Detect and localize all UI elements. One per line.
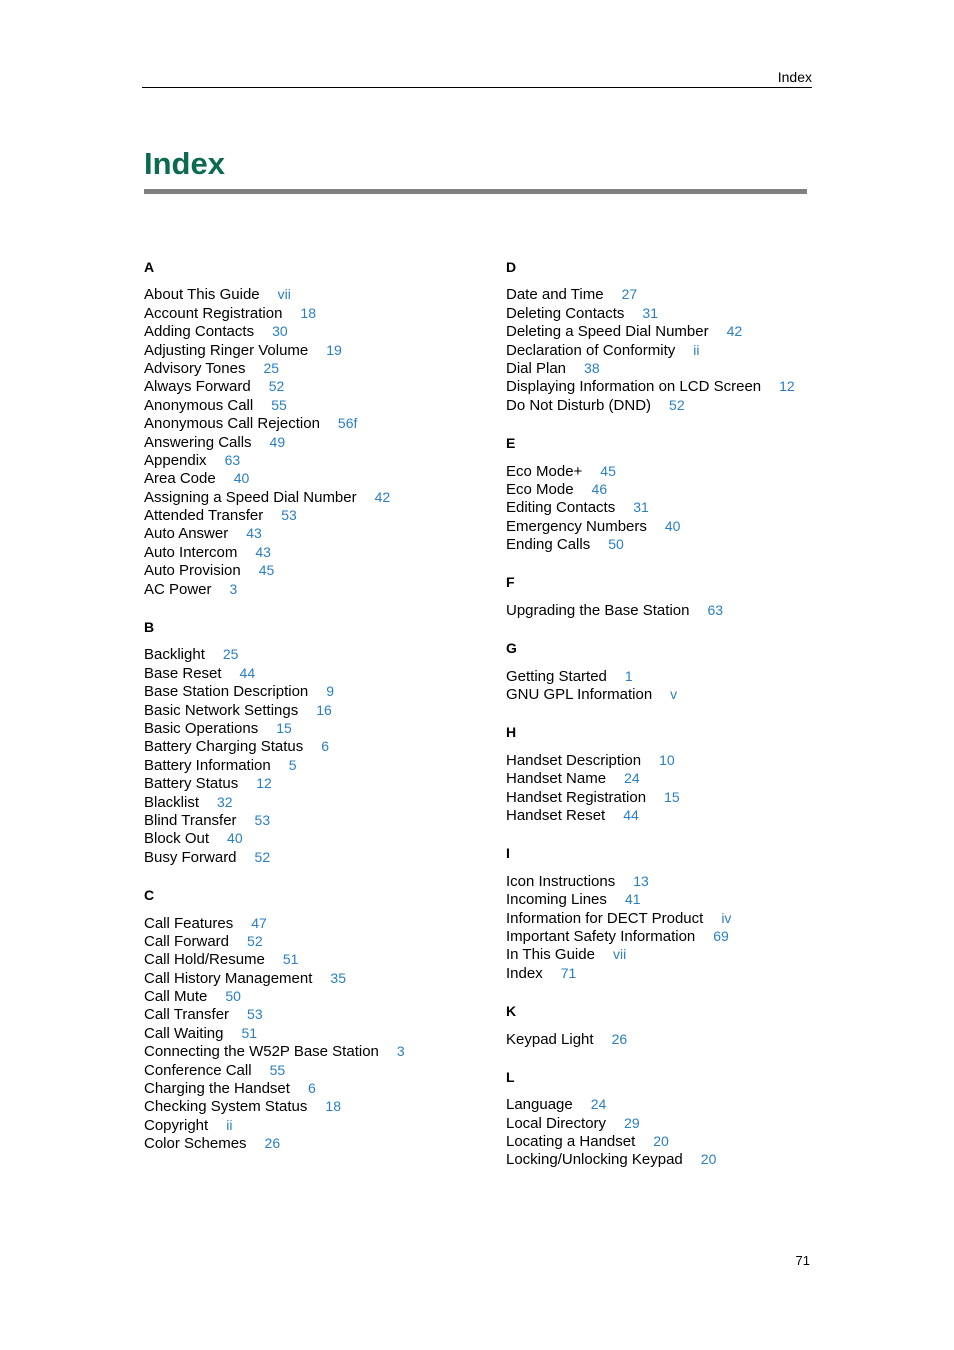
index-entry-page-link[interactable]: 31 [642, 304, 658, 321]
index-entry-term: Backlight [144, 646, 205, 664]
index-entry-term: Battery Information [144, 756, 271, 774]
index-entry-term: Declaration of Conformity [506, 341, 676, 359]
index-entry-page-link[interactable]: 55 [271, 396, 287, 413]
index-entry-page-link[interactable]: 30 [272, 323, 288, 340]
index-entry-page-link[interactable]: 53 [247, 1006, 263, 1023]
index-entry-page-link[interactable]: 40 [664, 517, 681, 534]
index-letter-heading: H [506, 724, 517, 741]
index-entry [506, 1132, 836, 1150]
index-entry-term: Copyright [144, 1116, 209, 1134]
index-entry-page-link[interactable]: 51 [241, 1024, 258, 1041]
index-entry-term: Keypad Light [506, 1030, 594, 1048]
index-entry-page-link[interactable]: 52 [268, 378, 285, 395]
index-entry-term: Call Forward [144, 932, 230, 950]
index-entry-term: Blacklist [144, 793, 200, 811]
index-entry-term: Language [506, 1096, 573, 1114]
index-entry-term: Auto Provision [144, 562, 241, 580]
index-entry [506, 806, 836, 824]
index-entry-term: Important Safety Information [506, 927, 696, 945]
index-entry-page-link[interactable]: 3 [396, 1043, 405, 1060]
page-title: Index [144, 146, 225, 181]
index-entry-page-link[interactable]: 6 [307, 1080, 316, 1097]
running-header-title: Index [777, 69, 812, 85]
index-entry-page-link[interactable]: 41 [624, 891, 641, 908]
index-section-i [506, 844, 836, 982]
index-entry-page-link[interactable]: 24 [590, 1096, 607, 1113]
index-entry-page-link[interactable]: 50 [608, 536, 624, 553]
index-entry [144, 469, 474, 487]
index-entry-page-link[interactable]: 3 [229, 580, 238, 597]
index-entry [506, 480, 836, 498]
index-entry-term: Attended Transfer [144, 507, 264, 525]
index-entry [144, 829, 474, 847]
index-entry-page-link[interactable]: 63 [224, 451, 241, 468]
index-entry [506, 1030, 836, 1048]
index-entry-page-link[interactable]: 40 [233, 470, 250, 487]
index-entry-page-link[interactable]: 20 [653, 1133, 669, 1150]
index-entry [144, 793, 474, 811]
index-entry [144, 488, 474, 506]
index-entry-page-link[interactable]: 40 [227, 830, 243, 847]
index-entry [144, 756, 474, 774]
index-entry-term: In This Guide [506, 946, 595, 964]
index-letter-heading: B [144, 619, 155, 636]
index-entry-page-link[interactable]: 29 [624, 1114, 640, 1131]
index-entry [144, 664, 474, 682]
index-entry-term: Locking/Unlocking Keypad [506, 1151, 683, 1169]
index-entry [506, 462, 836, 480]
index-entry-page-link[interactable]: 43 [255, 543, 271, 560]
index-entry-term: Information for DECT Product [506, 909, 704, 927]
index-entry-page-link[interactable]: 47 [251, 914, 267, 931]
index-entry [506, 304, 836, 322]
index-entry [144, 377, 474, 395]
index-entry [144, 561, 474, 579]
index-entry-term: Connecting the W52P Base Station [144, 1043, 379, 1061]
index-entry-page-link[interactable]: 63 [707, 601, 724, 618]
index-entry [506, 1150, 836, 1168]
index-entry-page-link[interactable]: 38 [584, 359, 600, 376]
index-entry-page-link[interactable]: 25 [222, 646, 239, 663]
index-entry-page-link[interactable]: 44 [623, 806, 639, 823]
index-entry-term: Do Not Disturb (DND) [506, 396, 652, 414]
index-entry [144, 701, 474, 719]
index-entry-term: About This Guide [144, 286, 260, 304]
index-entry-page-link[interactable]: 35 [330, 969, 346, 986]
index-entry-term: Base Reset [144, 664, 222, 682]
index-entry-term: GNU GPL Information [506, 686, 653, 704]
index-entry-term: Charging the Handset [144, 1080, 290, 1098]
index-letter-heading: C [144, 887, 155, 904]
index-letter-heading: D [506, 259, 517, 275]
index-entry [144, 950, 474, 968]
index-entry [144, 969, 474, 987]
index-entry [144, 811, 474, 829]
index-entry-term: Icon Instructions [506, 872, 616, 890]
index-entry-page-link[interactable]: 15 [276, 719, 292, 736]
index-entry [144, 1097, 474, 1115]
index-section-d [506, 258, 836, 414]
index-entry [506, 322, 836, 340]
index-entry [144, 1134, 474, 1152]
index-entry [144, 682, 474, 700]
index-entry [144, 359, 474, 377]
index-entry [144, 645, 474, 663]
index-entry-term: Call Features [144, 914, 234, 932]
index-entry-term: Deleting a Speed Dial Number [506, 323, 709, 341]
index-entry-page-link[interactable]: 15 [664, 788, 680, 805]
index-entry [144, 506, 474, 524]
index-entry-term: Call Transfer [144, 1006, 230, 1024]
index-entry [506, 601, 836, 619]
index-entry [144, 1024, 474, 1042]
index-entry-page-link[interactable]: vii [612, 946, 627, 963]
index-entry-page-link[interactable]: 18 [300, 304, 316, 321]
index-entry-page-link[interactable]: 49 [269, 433, 286, 450]
index-entry-page-link[interactable]: 20 [700, 1151, 717, 1168]
index-entry [144, 580, 474, 598]
index-entry-page-link[interactable]: ii [693, 341, 700, 358]
index-entry [144, 737, 474, 755]
index-entry-page-link[interactable]: 24 [624, 770, 640, 787]
index-entry [144, 322, 474, 340]
index-entry-term: Call Mute [144, 988, 208, 1006]
index-entry-term: AC Power [144, 580, 212, 598]
index-letter-heading: I [506, 845, 510, 862]
index-entry-page-link[interactable]: 27 [621, 286, 638, 303]
index-entry-term: Eco Mode [506, 480, 574, 498]
index-entry-page-link[interactable]: 69 [713, 927, 729, 944]
index-entry [506, 341, 836, 359]
index-entry-term: Call History Management [144, 969, 313, 987]
index-letter-heading: A [144, 259, 155, 275]
index-entry-term: Getting Started [506, 667, 607, 685]
index-entry-page-link[interactable]: 52 [247, 932, 263, 949]
index-entry [144, 396, 474, 414]
index-entry-term: Conference Call [144, 1061, 252, 1079]
page-number: 71 [795, 1253, 810, 1268]
index-section-g [506, 639, 836, 703]
index-entry-page-link[interactable]: 12 [779, 378, 795, 395]
index-letter-heading: F [506, 574, 515, 591]
index-entry-page-link[interactable]: 46 [591, 480, 608, 497]
index-entry-term: Upgrading the Base Station [506, 601, 690, 619]
index-entry-term: Anonymous Call [144, 396, 254, 414]
index-entry [506, 872, 836, 890]
index-column-left [144, 258, 474, 1173]
index-section-h [506, 723, 836, 824]
index-entry-page-link[interactable]: 56f [337, 415, 358, 432]
index-entry-term: Ending Calls [506, 536, 591, 554]
index-entry [144, 524, 474, 542]
index-entry-term: Blind Transfer [144, 811, 237, 829]
index-entry-page-link[interactable]: 26 [264, 1135, 281, 1152]
index-entry-page-link[interactable]: 50 [225, 988, 241, 1005]
index-entry-term: Call Hold/Resume [144, 951, 265, 969]
index-entry-page-link[interactable]: 53 [281, 507, 297, 524]
index-entry-term: Busy Forward [144, 848, 237, 866]
index-entry-term: Assigning a Speed Dial Number [144, 488, 357, 506]
index-entry-term: Appendix [144, 451, 207, 469]
title-rule [144, 189, 807, 194]
index-section-e [506, 434, 836, 553]
index-entry-term: Auto Intercom [144, 543, 238, 561]
index-entry-page-link[interactable]: 13 [633, 872, 649, 889]
index-entry-term: Handset Description [506, 751, 642, 769]
index-entry-term: Base Station Description [144, 683, 309, 701]
index-entry-page-link[interactable]: v [670, 686, 678, 703]
index-entry [144, 543, 474, 561]
index-entry-page-link[interactable]: 32 [217, 793, 233, 810]
index-entry [144, 1042, 474, 1060]
index-entry-page-link[interactable]: 51 [282, 951, 299, 968]
index-entry-page-link[interactable]: 31 [633, 499, 649, 516]
index-entry [506, 751, 836, 769]
index-entry-term: Battery Status [144, 775, 239, 793]
index-entry [144, 285, 474, 303]
index-entry [506, 359, 836, 377]
index-entry-page-link[interactable]: 16 [316, 701, 332, 718]
index-section-l [506, 1068, 836, 1169]
index-entry [144, 414, 474, 432]
index-entry [144, 1079, 474, 1097]
index-entry-term: Eco Mode+ [506, 462, 583, 480]
index-entry [144, 341, 474, 359]
index-entry [144, 433, 474, 451]
index-entry [144, 987, 474, 1005]
index-letter-heading: E [506, 435, 516, 452]
index-entry [506, 535, 836, 553]
index-entry-page-link[interactable]: 52 [254, 848, 271, 865]
index-entry-page-link[interactable]: 5 [288, 756, 297, 773]
index-entry-term: Anonymous Call Rejection [144, 415, 320, 433]
index-section-c [144, 886, 474, 1152]
index-section-b [144, 618, 474, 866]
index-entry-term: Call Waiting [144, 1024, 224, 1042]
index-entry-term: Block Out [144, 830, 210, 848]
index-entry [144, 1061, 474, 1079]
index-entry [506, 517, 836, 535]
index-entry [144, 451, 474, 469]
index-section-k [506, 1002, 836, 1048]
index-entry [506, 964, 836, 982]
index-entry [506, 498, 836, 516]
index-entry-term: Incoming Lines [506, 891, 607, 909]
index-entry [506, 1114, 836, 1132]
index-entry-term: Battery Charging Status [144, 738, 304, 756]
running-header [142, 68, 812, 88]
index-entry-term: Date and Time [506, 286, 604, 304]
index-entry [144, 1005, 474, 1023]
index-entry-term: Area Code [144, 470, 216, 488]
index-entry-term: Locating a Handset [506, 1133, 636, 1151]
index-entry-page-link[interactable]: 9 [326, 683, 335, 700]
index-entry-page-link[interactable]: 12 [256, 775, 272, 792]
index-entry-page-link[interactable]: 6 [321, 738, 330, 755]
index-entry [144, 304, 474, 322]
index-entry [506, 927, 836, 945]
index-entry-term: Answering Calls [144, 433, 252, 451]
index-letter-heading: L [506, 1068, 515, 1085]
index-entry-term: Emergency Numbers [506, 517, 647, 535]
index-entry [144, 774, 474, 792]
index-entry [506, 396, 836, 414]
index-entry [506, 1095, 836, 1113]
index-entry-term: Account Registration [144, 304, 283, 322]
index-entry [144, 1116, 474, 1134]
index-entry-page-link[interactable]: 42 [374, 488, 391, 505]
index-letter-heading: G [506, 640, 517, 657]
index-entry-page-link[interactable]: 42 [726, 323, 743, 340]
index-entry-term: Local Directory [506, 1114, 607, 1132]
index-entry-term: Deleting Contacts [506, 304, 625, 322]
index-entry-page-link[interactable]: 53 [254, 811, 271, 828]
index-entry-term: Handset Registration [506, 788, 647, 806]
index-entry [144, 719, 474, 737]
index-entry-page-link[interactable]: 10 [659, 751, 675, 768]
index-entry-page-link[interactable]: 25 [263, 359, 280, 376]
index-entry-page-link[interactable]: 26 [611, 1030, 628, 1047]
index-entry [506, 788, 836, 806]
index-entry-term: Handset Reset [506, 806, 606, 824]
index-section-f [506, 573, 836, 619]
index-entry-page-link[interactable]: iv [721, 909, 732, 926]
index-entry-term: Index [506, 964, 543, 982]
index-entry-page-link[interactable]: 43 [246, 525, 262, 542]
index-entry [144, 848, 474, 866]
index-entry [144, 932, 474, 950]
index-entry-page-link[interactable]: 52 [669, 396, 685, 413]
index-entry-term: Displaying Information on LCD Screen [506, 378, 762, 396]
index-section-a [144, 258, 474, 598]
index-letter-heading: K [506, 1003, 517, 1020]
index-entry [506, 890, 836, 908]
index-entry [506, 377, 836, 395]
index-entry-page-link[interactable]: vii [277, 286, 291, 303]
index-entry-page-link[interactable]: 44 [239, 664, 256, 681]
index-entry-term: Basic Network Settings [144, 701, 299, 719]
index-entry [144, 914, 474, 932]
index-entry-term: Basic Operations [144, 719, 259, 737]
index-entry-term: Adjusting Ringer Volume [144, 341, 309, 359]
index-entry [506, 909, 836, 927]
index-entry-page-link[interactable]: 71 [560, 964, 577, 981]
index-entry-page-link[interactable]: 55 [269, 1061, 286, 1078]
index-entry-term: Editing Contacts [506, 499, 616, 517]
index-entry-page-link[interactable]: 19 [326, 341, 342, 358]
index-entry [506, 769, 836, 787]
index-entry-page-link[interactable]: 18 [325, 1098, 341, 1115]
index-entry-page-link[interactable]: 45 [600, 462, 616, 479]
index-entry-term: Adding Contacts [144, 323, 255, 341]
index-entry [506, 667, 836, 685]
index-entry-page-link[interactable]: 45 [258, 562, 275, 579]
index-entry-term: Advisory Tones [144, 359, 246, 377]
index-entry-term: Auto Answer [144, 525, 229, 543]
index-entry [506, 685, 836, 703]
index-entry-term: Handset Name [506, 770, 607, 788]
index-entry-term: Dial Plan [506, 359, 567, 377]
index-column-right [506, 258, 836, 1189]
index-entry-page-link[interactable]: 1 [624, 667, 633, 684]
index-entry [506, 285, 836, 303]
index-entry-term: Checking System Status [144, 1098, 308, 1116]
index-entry [506, 945, 836, 963]
index-entry-term: Color Schemes [144, 1135, 247, 1153]
index-entry-page-link[interactable]: ii [226, 1116, 233, 1133]
index-entry-term: Always Forward [144, 378, 251, 396]
